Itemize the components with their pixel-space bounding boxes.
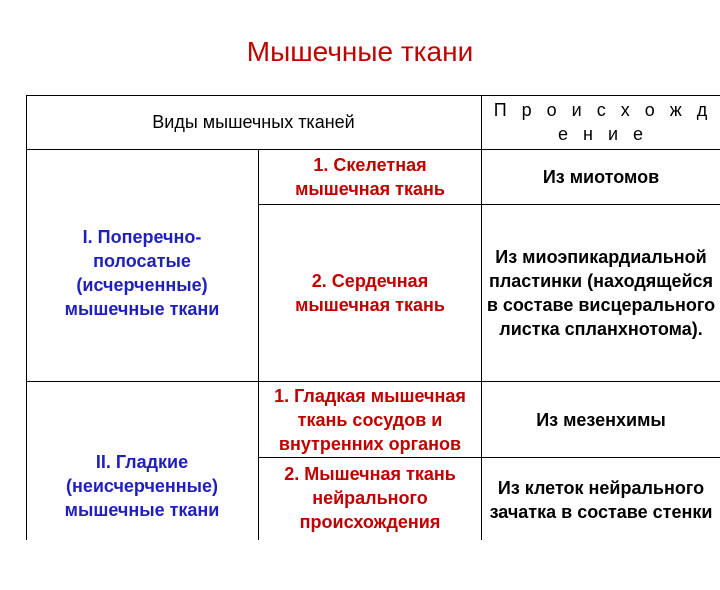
tissue-origin: Из миоэпикардиальной пластинки (находящейся в составе висцерального листка спланхнотома). bbox=[486, 247, 716, 339]
tissue-origin: Из миотомов bbox=[542, 167, 660, 187]
tissue-name: 2. Мышечная ткань нейрального происхождения bbox=[284, 464, 456, 532]
page-title: Мышечные ткани bbox=[246, 36, 474, 67]
table-border-left bbox=[26, 95, 27, 540]
tissue-origin: Из клеток нейрального зачатка в составе стенки bbox=[489, 478, 713, 522]
tissue-name: 2. Сердечная мышечная ткань bbox=[295, 271, 445, 315]
tissue-origin: Из мезенхимы bbox=[536, 409, 666, 430]
tissue-name: 1. Скелетная мышечная ткань bbox=[295, 155, 445, 199]
header-types: Виды мышечных тканей bbox=[152, 111, 355, 132]
group-name: II. Гладкие (неисчерченные) мышечные ткани bbox=[64, 452, 220, 520]
row-divider bbox=[258, 457, 720, 458]
column-divider bbox=[258, 149, 259, 540]
tissue-name: 1. Гладкая мышечная ткань сосудов и внутренних органов bbox=[274, 385, 466, 454]
group-name: I. Поперечно-полосатые (исчерченные) мышечные ткани bbox=[64, 226, 220, 319]
header-origin: П р о и с х о ж д е н и е bbox=[493, 100, 713, 144]
